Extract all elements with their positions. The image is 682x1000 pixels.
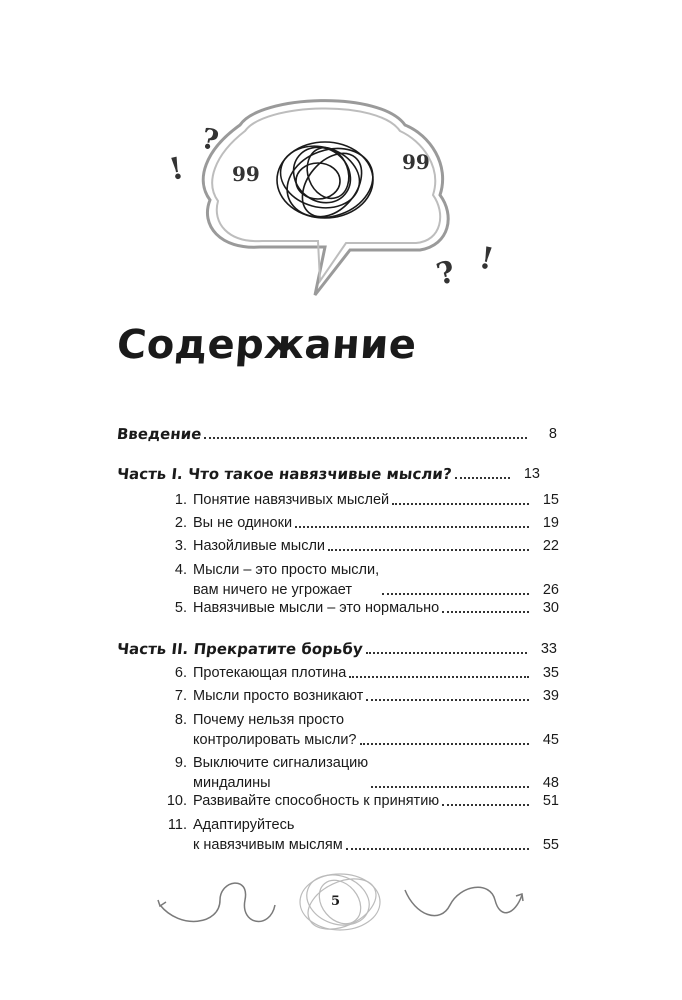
toc-page-number: 51	[542, 793, 559, 809]
question-mark-right: ?	[433, 254, 460, 293]
chapter-title-line-1: Выключите сигнализацию	[193, 755, 369, 771]
page-number: 5	[331, 894, 341, 909]
dot-leader	[295, 526, 529, 528]
page-title: Содержание	[115, 322, 419, 368]
toc-entry-intro[interactable]	[117, 424, 557, 444]
chapter-title: Протекающая плотина	[193, 665, 347, 681]
chapter-title-line-2: к навязчивым мыслям	[193, 837, 343, 853]
quote-mark-right: 99	[402, 150, 430, 174]
chapter-number: 8.	[174, 712, 187, 728]
chapter-number: 11.	[167, 817, 187, 833]
toc-entry-part1[interactable]	[117, 464, 540, 484]
chapter-number: 6.	[174, 665, 187, 681]
toc-entry-chapter-8[interactable]	[159, 710, 559, 750]
toc-page-number: 22	[542, 538, 559, 554]
toc-entry-chapter-10[interactable]	[159, 791, 559, 811]
scribble-icon	[300, 870, 384, 939]
chapter-number: 3.	[174, 538, 187, 554]
chapter-number: 5.	[174, 600, 187, 616]
chapter-title: Развивайте способность к принятию	[193, 793, 440, 809]
toc-entry-chapter-2[interactable]	[159, 513, 559, 533]
dot-leader	[442, 611, 529, 613]
exclamation-mark-right: !	[476, 240, 497, 278]
toc-page-number: 8	[548, 426, 557, 442]
toc-page-number: 19	[542, 515, 559, 531]
speech-bubble-scribble-illustration	[150, 85, 510, 305]
toc-page-number: 26	[542, 582, 559, 598]
toc-page-number: 30	[542, 600, 559, 616]
chapter-title-line-2: миндалины	[193, 775, 271, 791]
chapter-title: Мысли просто возникают	[193, 688, 364, 704]
toc-entry-chapter-4[interactable]	[159, 560, 559, 600]
dot-leader	[442, 804, 529, 806]
toc-entry-label: Часть I. Что такое навязчивые мысли?	[116, 465, 453, 483]
chapter-number: 4.	[174, 562, 187, 578]
dot-leader	[346, 848, 529, 850]
chapter-title-line-1: Мысли – это просто мысли,	[193, 562, 380, 578]
toc-entry-chapter-11[interactable]	[159, 815, 559, 855]
chapter-title: Навязчивые мысли – это нормально	[193, 600, 440, 616]
chapter-title: Вы не одиноки	[193, 515, 293, 531]
toc-page-number: 13	[523, 466, 540, 482]
chapter-title-line-1: Почему нельзя просто	[193, 712, 345, 728]
chapter-number: 7.	[174, 688, 187, 704]
exclamation-mark-left: !	[166, 150, 187, 188]
dot-leader	[328, 549, 529, 551]
squiggle-arrow-left-icon	[160, 883, 275, 921]
dot-leader	[392, 503, 529, 505]
footer-decoration	[150, 870, 530, 950]
toc-entry-chapter-7[interactable]	[159, 686, 559, 706]
toc-page-number: 55	[542, 837, 559, 853]
dot-leader	[349, 676, 529, 678]
dot-leader	[366, 699, 529, 701]
toc-page-number: 45	[542, 732, 559, 748]
dot-leader	[366, 652, 527, 654]
chapter-number: 9.	[174, 755, 187, 771]
toc-entry-chapter-5[interactable]	[159, 598, 559, 618]
toc-page-number: 48	[542, 775, 559, 791]
chapter-number: 10.	[166, 793, 187, 809]
dot-leader	[204, 437, 527, 439]
toc-entry-label: Часть II. Прекратите борьбу	[116, 640, 364, 658]
toc-entry-chapter-9[interactable]	[159, 753, 559, 793]
chapter-title-line-1: Адаптируйтесь	[193, 817, 295, 833]
toc-page-number: 15	[542, 492, 559, 508]
dot-leader	[382, 593, 529, 595]
chapter-title-line-2: контролировать мысли?	[193, 732, 357, 748]
question-mark-left: ?	[198, 121, 222, 158]
toc-page-number: 35	[542, 665, 559, 681]
chapter-number: 2.	[174, 515, 187, 531]
dot-leader	[360, 743, 530, 745]
toc-page-number: 39	[542, 688, 559, 704]
chapter-title: Назойливые мысли	[193, 538, 326, 554]
toc-entry-label: Введение	[116, 425, 203, 443]
toc-entry-chapter-1[interactable]	[159, 490, 559, 510]
toc-entry-chapter-6[interactable]	[159, 663, 559, 683]
quote-mark-left: 99	[232, 162, 260, 186]
dot-leader	[371, 786, 529, 788]
chapter-title-line-2: вам ничего не угрожает	[193, 582, 352, 598]
chapter-number: 1.	[174, 492, 187, 508]
toc-entry-chapter-3[interactable]	[159, 536, 559, 556]
squiggle-arrow-right-icon	[405, 887, 522, 915]
toc-page-number: 33	[540, 641, 557, 657]
toc-entry-part2[interactable]	[117, 639, 557, 659]
dot-leader	[455, 477, 510, 479]
chapter-title: Понятие навязчивых мыслей	[193, 492, 390, 508]
